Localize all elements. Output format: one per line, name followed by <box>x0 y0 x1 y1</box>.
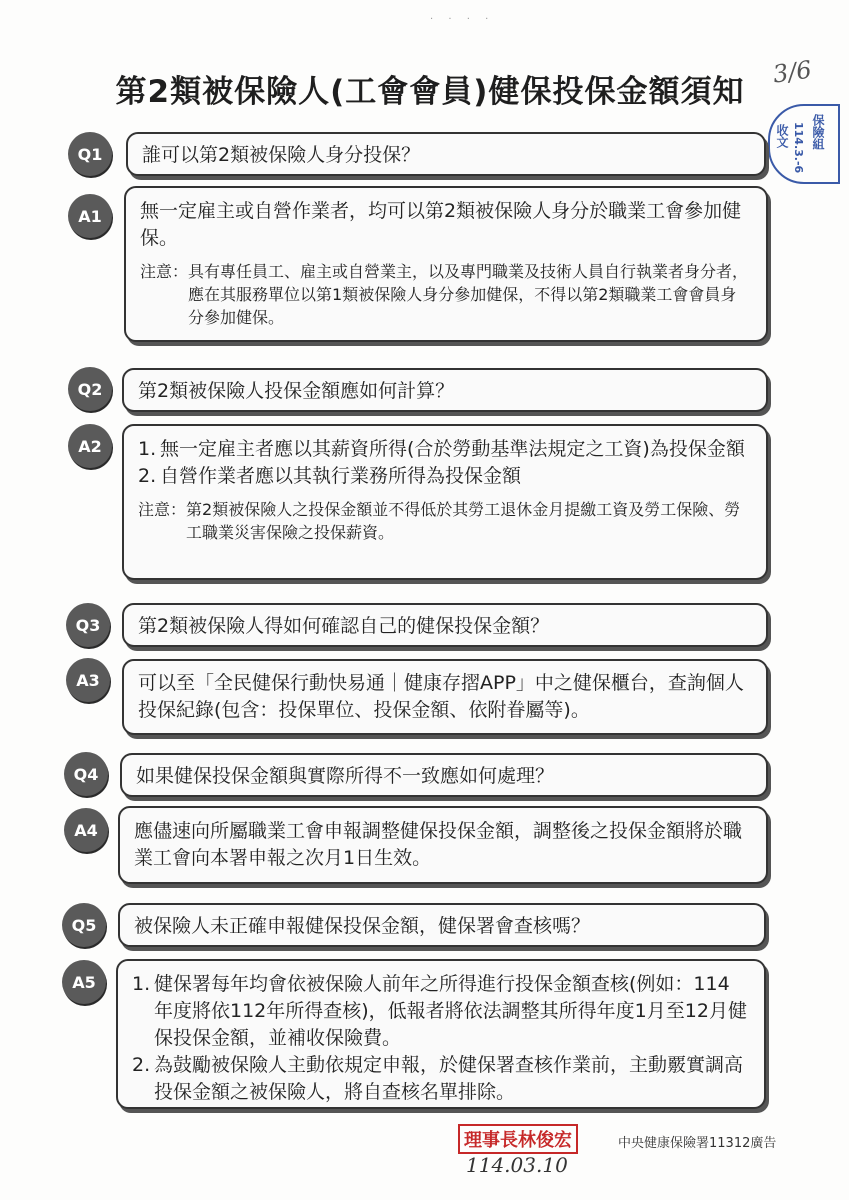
a2-note-text: 第2類被保險人之投保金額並不得低於其勞工退休金月提繳工資及勞工保險、勞工職業災害保險之投保薪資。 <box>186 500 741 542</box>
a5-item-2: 2. 為鼓勵被保險人主動依規定申報，於健保署查核作業前，主動覈實調高投保金額之被保險人，將自查核名單排除。 <box>132 1054 744 1103</box>
a5-item-1: 1. 健保署每年均會依被保險人前年之所得進行投保金額查核(例如：114年度將依112年所得查核)，低報者將依法調整其所得年度1月至12月健保投保金額，並補收保險費。 <box>132 973 747 1049</box>
handwritten-date: 114.03.10 <box>466 1153 568 1177</box>
page-title: 第2類被保險人(工會會員)健保投保金額須知 <box>115 74 745 110</box>
a2-badge: A2 <box>68 424 112 468</box>
q4-question: 如果健保投保金額與實際所得不一致應如何處理？ <box>136 765 555 787</box>
q2-question-box <box>122 368 768 412</box>
a1-answer-box <box>124 186 768 342</box>
handwritten-page-note: 3/6 <box>771 55 814 89</box>
a2-list <box>138 436 750 490</box>
stamp-date: 114.3.-6 <box>792 122 805 174</box>
a2-item-2: 2. 自營作業者應以其執行業務所得為投保金額 <box>138 465 522 487</box>
a2-note-label: 注意： <box>138 500 187 519</box>
stamp-unit: 保險組 <box>811 114 825 150</box>
a3-badge: A3 <box>66 658 110 702</box>
a5-list <box>132 971 748 1106</box>
q3-question-box <box>122 603 768 647</box>
a1-badge: A1 <box>68 194 112 238</box>
chairman-seal: 理事長林俊宏 <box>458 1124 578 1154</box>
a2-answer-box <box>122 424 768 580</box>
q4-badge: Q4 <box>64 752 108 796</box>
a4-badge: A4 <box>64 808 108 852</box>
a4-answer-box <box>118 806 768 884</box>
q1-question-box <box>126 132 766 176</box>
received-stamp <box>768 104 840 184</box>
stamp-received: 收文 <box>775 124 789 148</box>
q5-question: 被保險人未正確申報健保投保金額，健保署會查核嗎？ <box>134 915 591 937</box>
q5-question-box <box>118 903 766 947</box>
a1-note <box>140 260 750 329</box>
a2-note <box>138 498 750 544</box>
q1-badge: Q1 <box>68 132 112 176</box>
q5-badge: Q5 <box>62 903 106 947</box>
a5-badge: A5 <box>62 960 106 1004</box>
q3-question: 第2類被保險人得如何確認自己的健保投保金額？ <box>138 615 550 637</box>
a4-answer: 應儘速向所屬職業工會申報調整健保投保金額，調整後之投保金額將於職業工會向本署申報之次月1日生效。 <box>134 820 743 869</box>
q4-question-box <box>120 753 768 797</box>
ad-number: 中央健康保險署11312廣告 <box>618 1136 777 1151</box>
a3-answer: 可以至「全民健保行動快易通｜健康存摺APP」中之健保櫃台，查詢個人投保紀錄(包含：投保單位、投保金額、依附眷屬等)。 <box>138 672 744 721</box>
a1-note-text: 具有專任員工、雇主或自營業主，以及專門職業及技術人員自行執業者身分者，應在其服務單位以第1類被保險人身分參加健保，不得以第2類職業工會會員身分參加健保。 <box>188 262 749 327</box>
q1-question: 誰可以第2類被保險人身分投保？ <box>142 144 421 166</box>
a5-answer-box <box>116 959 766 1109</box>
q2-badge: Q2 <box>68 367 112 411</box>
q3-badge: Q3 <box>66 603 110 647</box>
a1-answer: 無一定雇主或自營作業者，均可以第2類被保險人身分於職業工會參加健保。 <box>140 200 742 249</box>
header-marks: · · · · <box>430 14 495 25</box>
q2-question: 第2類被保險人投保金額應如何計算？ <box>138 380 455 402</box>
a3-answer-box <box>122 659 768 735</box>
a2-item-1: 1. 無一定雇主者應以其薪資所得(合於勞動基準法規定之工資)為投保金額 <box>138 438 745 460</box>
a1-note-label: 注意： <box>140 262 189 281</box>
